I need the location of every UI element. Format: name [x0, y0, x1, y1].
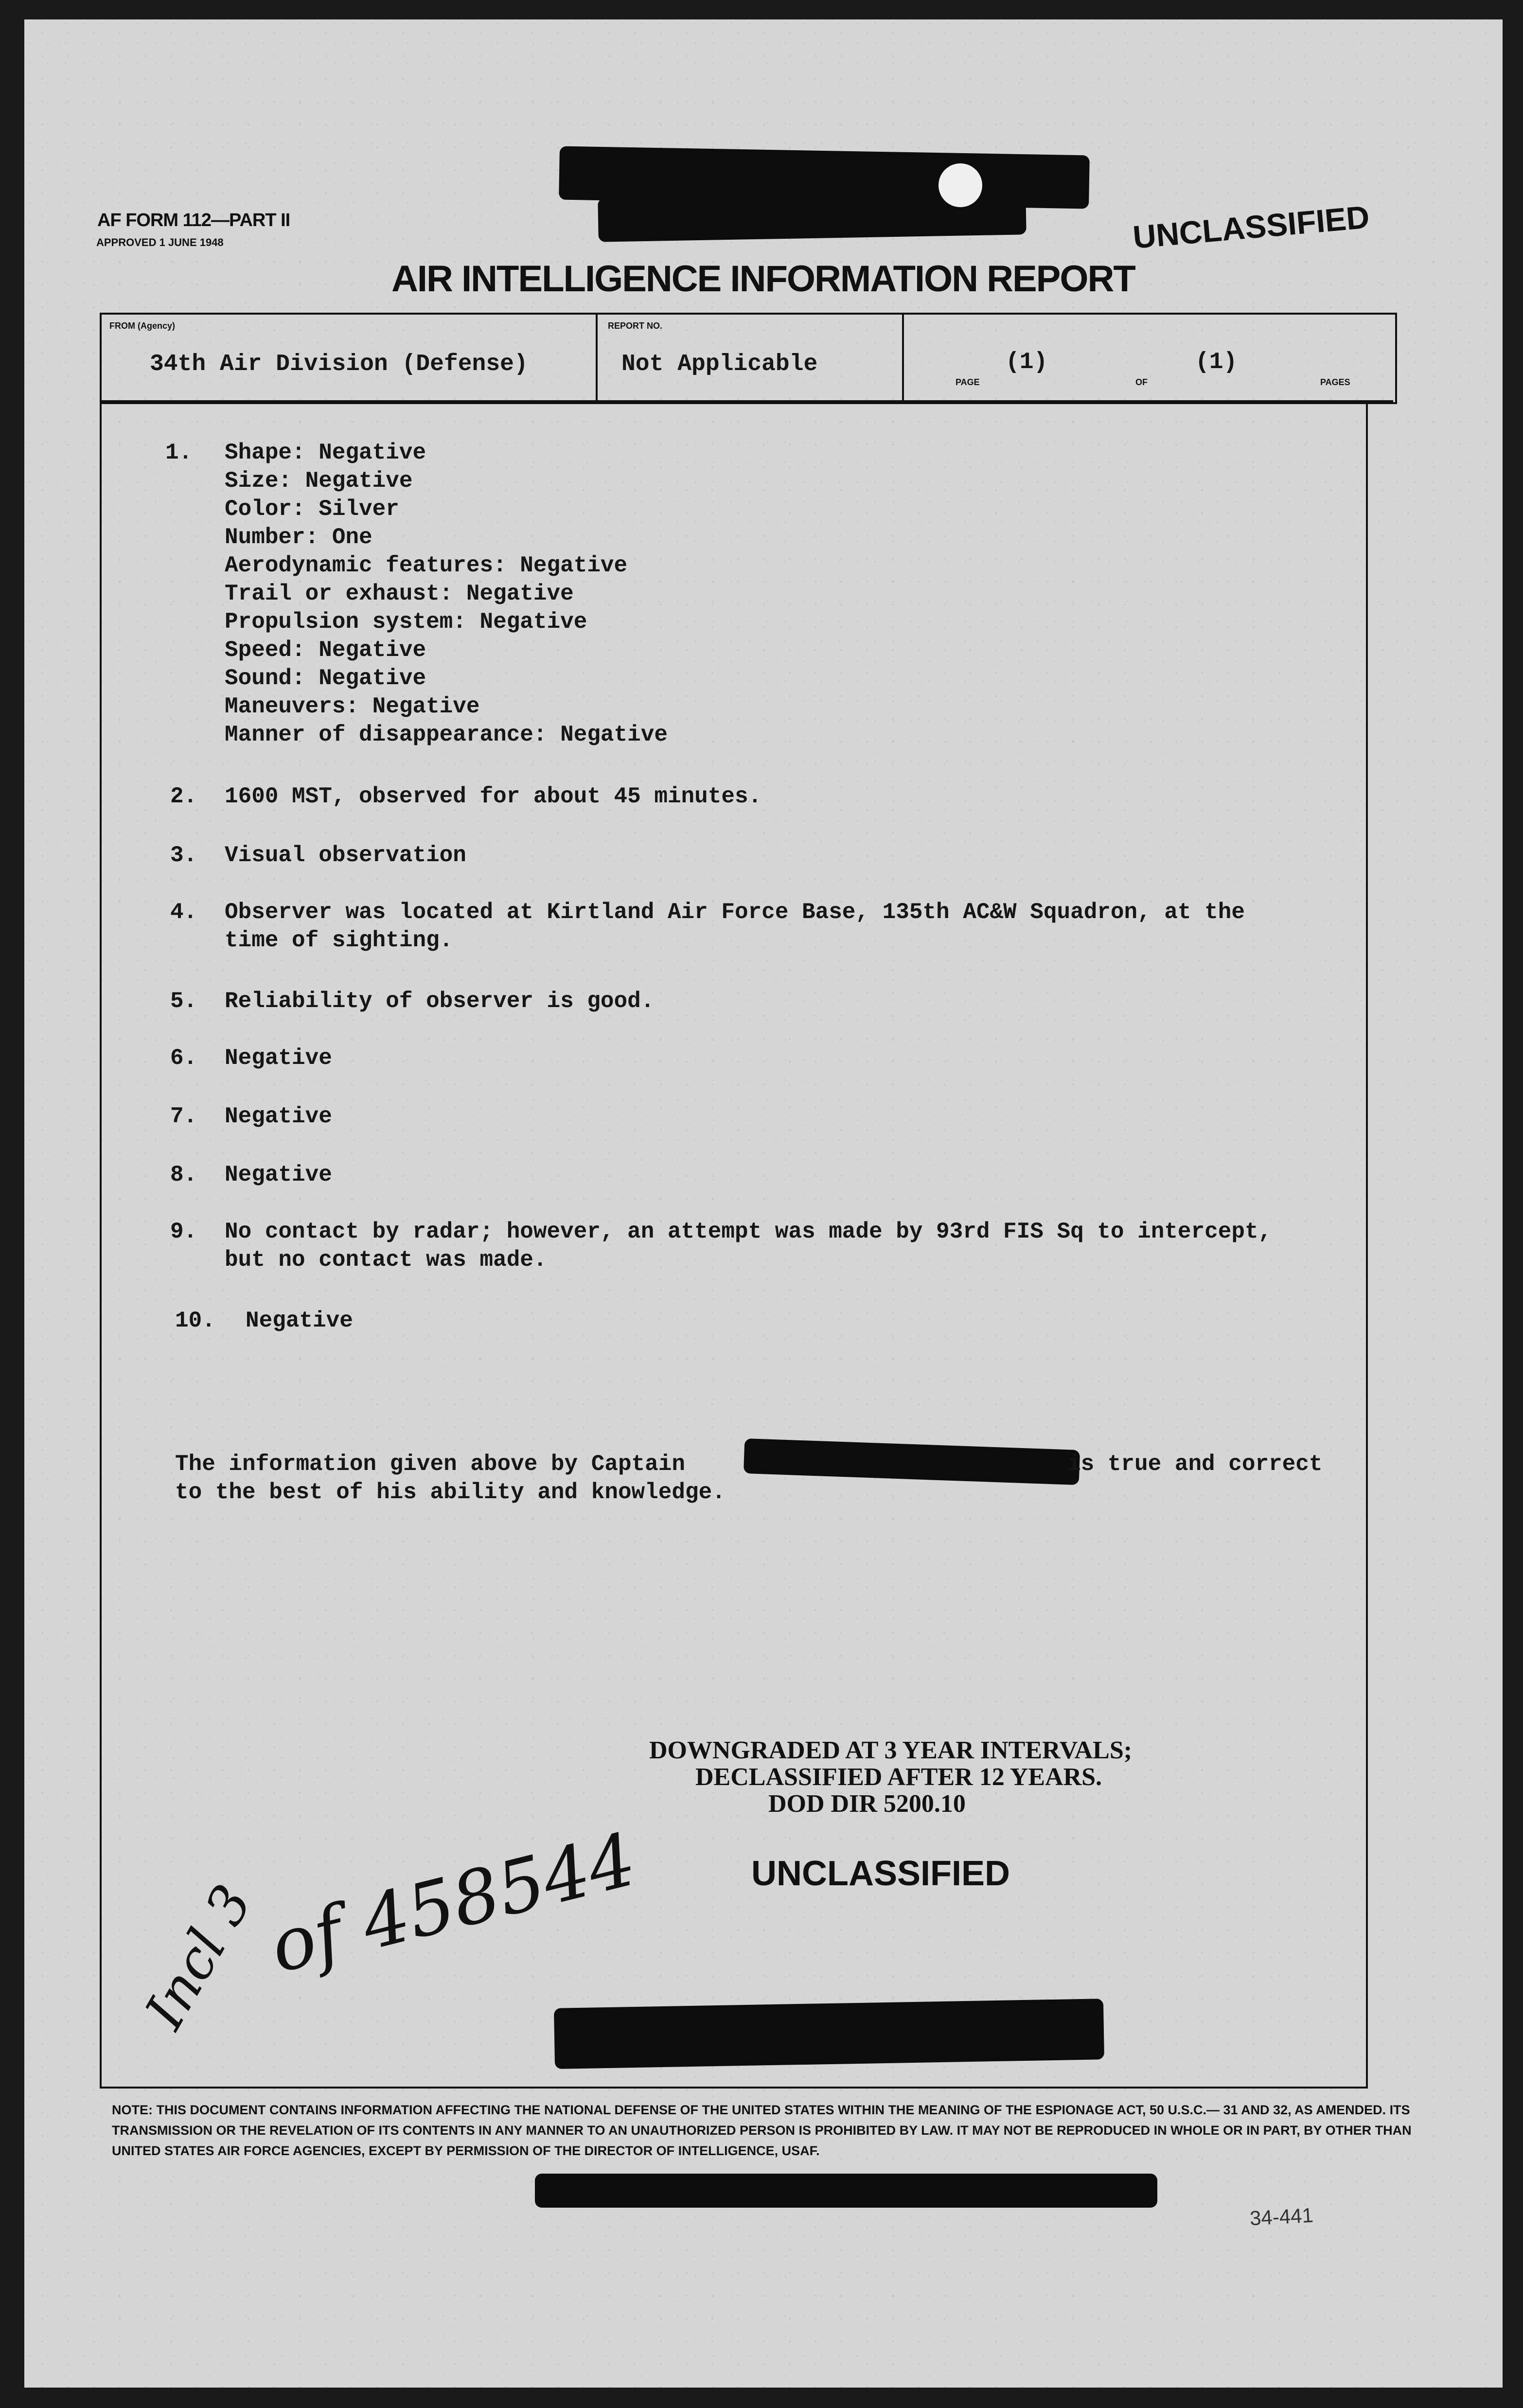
approved-date: APPROVED 1 JUNE 1948 [96, 236, 224, 248]
item-line: Size: Negative [225, 468, 413, 494]
item-number: 2. [170, 784, 197, 809]
item-line: Shape: Negative [225, 440, 426, 465]
of-label: OF [1135, 377, 1148, 387]
item-line: time of sighting. [225, 928, 453, 953]
classification-stamp-top: UNCLASSIFIED [1131, 198, 1371, 255]
report-no-value: Not Applicable [621, 351, 818, 377]
espionage-act-note: NOTE: THIS DOCUMENT CONTAINS INFORMATION AFFECTING THE NATIONAL DEFENSE OF THE UNITED STATES WITHIN THE MEANING OF THE ESPIONAGE ACT, 50 U.S.C.— 31 AND 32, AS AMENDED. ITS TRANSMISSION OR THE REVELATION OF ITS CONTENTS IN ANY MANNER TO AN UNAUTHORIZED PERSON IS PROHIBITED BY LAW. IT MAY NOT BE REPRODUCED IN WHOLE OR IN PART, BY OTHER THAN UNITED STATES AIR FORCE AGENCIES, EXCEPT BY PERMISSION OF THE DIRECTOR OF INTELLIGENCE, USAF. [112, 2103, 1412, 2158]
item-line: Aerodynamic features: Negative [225, 553, 628, 578]
redaction-bottom [554, 1999, 1104, 2069]
item-line: No contact by radar; however, an attempt was made by 93rd FIS Sq to intercept, [225, 1219, 1272, 1244]
item-line: Speed: Negative [225, 637, 426, 663]
from-value: 34th Air Division (Defense) [150, 351, 528, 377]
report-title: AIR INTELLIGENCE INFORMATION REPORT [391, 258, 1135, 300]
item-number: 9. [170, 1219, 197, 1244]
page-label: PAGE [956, 377, 980, 387]
item-number: 6. [170, 1045, 197, 1071]
item-number: 4. [170, 900, 197, 925]
item-line: Trail or exhaust: Negative [225, 581, 574, 606]
form-id: AF FORM 112—PART II [97, 210, 290, 230]
item-number: 10. [175, 1308, 215, 1333]
from-label: FROM (Agency) [109, 321, 175, 331]
item-line: Negative [246, 1308, 353, 1333]
item-line: Color: Silver [225, 496, 399, 522]
page-value: (1) [1006, 349, 1048, 375]
item-line: Observer was located at Kirtland Air Force Base, 135th AC&W Squadron, at the [225, 900, 1245, 925]
redaction-footer [535, 2174, 1157, 2208]
item-line: Maneuvers: Negative [225, 694, 480, 719]
handwritten-reference: of 458544 [262, 1817, 644, 1990]
pages-value: (1) [1195, 349, 1238, 375]
statement-line: is true and correct [1067, 1452, 1323, 1477]
item-number: 7. [170, 1104, 197, 1129]
item-number: 8. [170, 1162, 197, 1187]
statement-line: The information given above by Captain [175, 1452, 685, 1477]
downgrade-line: DOD DIR 5200.10 [768, 1790, 966, 1818]
statement-line: to the best of his ability and knowledge. [175, 1480, 726, 1505]
pages-label: PAGES [1320, 377, 1350, 387]
item-line: 1600 MST, observed for about 45 minutes. [225, 784, 762, 809]
item-line: Negative [225, 1045, 332, 1071]
item-line: Reliability of observer is good. [225, 989, 655, 1014]
punch-hole [939, 163, 982, 207]
downgrade-line: DECLASSIFIED AFTER 12 YEARS. [695, 1763, 1102, 1791]
item-number: 3. [170, 843, 197, 868]
handwritten-inclosure: Incl 3 [133, 1875, 264, 2039]
report-no-label: REPORT NO. [608, 321, 663, 331]
item-line: Sound: Negative [225, 666, 426, 691]
item-line: Visual observation [225, 843, 466, 868]
item-line: Negative [225, 1162, 332, 1187]
item-number: 1. [165, 440, 193, 465]
header-divider [902, 313, 904, 400]
item-line: Number: One [225, 525, 372, 550]
header-divider [596, 313, 598, 400]
item-line: Negative [225, 1104, 332, 1129]
item-line: Propulsion system: Negative [225, 609, 587, 635]
page-number: 34-441 [1249, 2203, 1314, 2230]
downgrade-line: DOWNGRADED AT 3 YEAR INTERVALS; [649, 1736, 1133, 1764]
classification-stamp-bottom: UNCLASSIFIED [751, 1854, 1010, 1893]
item-line: but no contact was made. [225, 1247, 547, 1273]
item-line: Manner of disappearance: Negative [225, 722, 668, 747]
item-number: 5. [170, 989, 197, 1014]
